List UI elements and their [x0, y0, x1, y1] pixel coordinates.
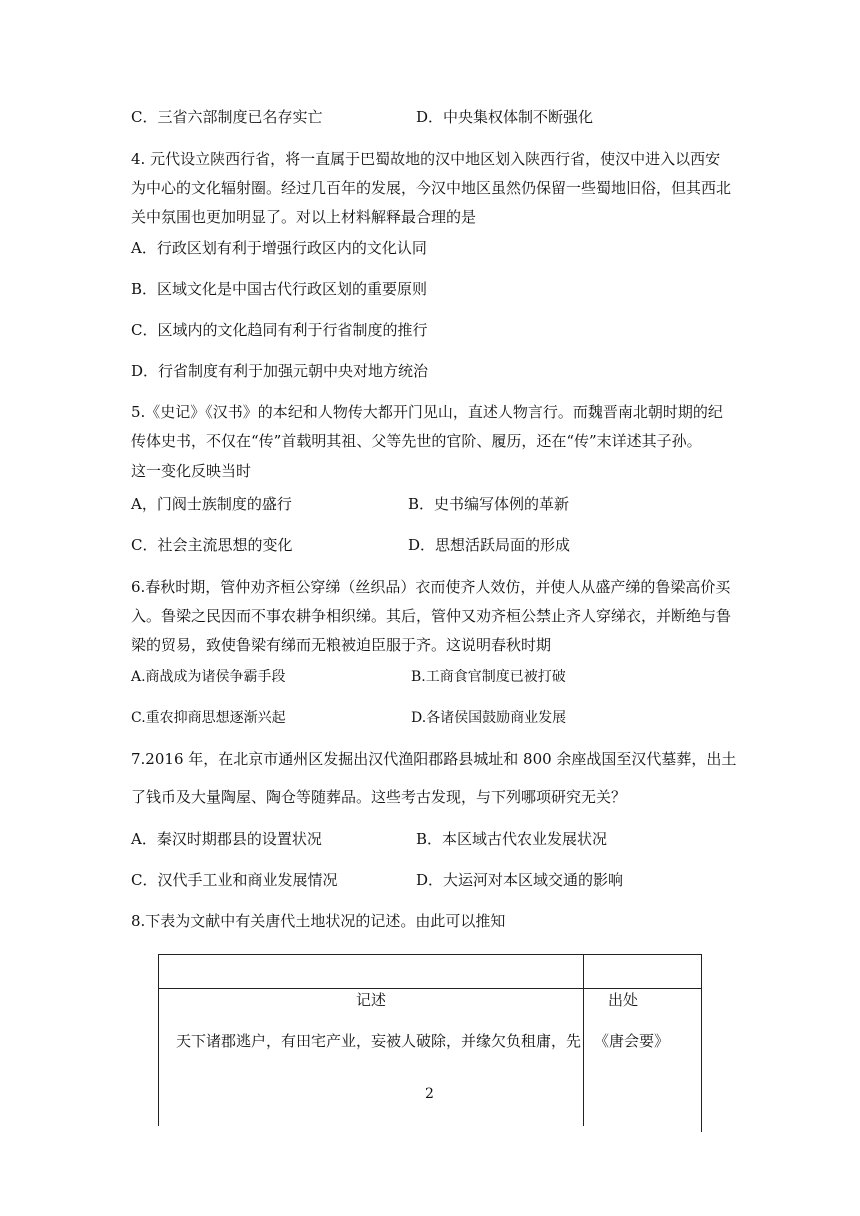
q7-option-b: B．本区域古代农业发展状况 — [416, 830, 608, 848]
table-left-border — [158, 954, 159, 1126]
table-cell-record: 天下诸郡逃户，有田宅产业，妄被人破除，并缘欠负租庸，先 — [176, 1032, 582, 1050]
q4-stem-line-2: 为中心的文化辐射圈。经过几百年的发展，今汉中地区虽然仍保留一些蜀地旧俗，但其西北 — [131, 179, 732, 197]
q5-stem-line-1: 5.《史记》《汉书》的本纪和人物传大都开门见山，直述人物言行。而魏晋南北朝时期的纪 — [131, 403, 723, 421]
q5-option-c: C．社会主流思想的变化 — [131, 536, 293, 554]
q5-stem-line-3: 这一变化反映当时 — [131, 462, 252, 480]
q6-stem-line-3: 梁的贸易，致使鲁梁有绨而无粮被迫臣服于齐。这说明春秋时期 — [131, 636, 552, 654]
q3-option-d: D．中央集权体制不断强化 — [416, 108, 594, 126]
q4-stem-line-1: 4. 元代设立陕西行省，将一直属于巴蜀故地的汉中地区划入陕西行省，使汉中进入以西安 — [131, 150, 721, 168]
q6-stem-line-2: 入。鲁梁之民因而不事农耕争相织绨。其后，管仲又劝齐桓公禁止齐人穿绨衣，并断绝与鲁 — [131, 607, 732, 625]
q7-option-a: A．秦汉时期郡县的设置状况 — [131, 830, 322, 848]
q6-option-b: B.工商食官制度已被打破 — [411, 669, 566, 685]
q4-option-b: B．区域文化是中国古代行政区划的重要原则 — [131, 280, 428, 298]
table-right-border — [701, 954, 702, 1132]
q6-option-d: D.各诸侯国鼓励商业发展 — [411, 710, 567, 726]
q6-option-c: C.重农抑商思想逐渐兴起 — [131, 710, 286, 726]
q4-option-d: D．行省制度有利于加强元朝中央对地方统治 — [131, 362, 429, 380]
q5-option-b: B．史书编写体例的革新 — [408, 495, 570, 513]
table-header-record: 记述 — [356, 991, 387, 1009]
table-cell-source: 《唐会要》 — [594, 1032, 670, 1050]
q5-stem-line-2: 传体史书，不仅在“传”首载明其祖、父等先世的官阶、履历，还在“传”末详述其子孙。 — [131, 432, 702, 450]
q7-option-c: C．汉代手工业和商业发展情况 — [131, 871, 338, 889]
page-number: 2 — [425, 1086, 434, 1102]
q7-option-d: D．大运河对本区域交通的影响 — [416, 871, 624, 889]
q3-option-c: C．三省六部制度已名存实亡 — [131, 108, 323, 126]
q7-stem-line-2: 了钱币及大量陶屋、陶仓等随葬品。这些考古发现，与下列哪项研究无关？ — [131, 788, 627, 806]
q4-option-a: A．行政区划有利于增强行政区内的文化认同 — [131, 239, 427, 257]
table-header-source: 出处 — [608, 991, 639, 1009]
q4-stem-line-3: 关中氛围也更加明显了。对以上材料解释最合理的是 — [131, 208, 477, 226]
table-column-divider — [583, 954, 584, 1126]
q4-option-c: C．区域内的文化趋同有利于行省制度的推行 — [131, 321, 428, 339]
q5-option-d: D．思想活跃局面的形成 — [408, 536, 571, 554]
table-header-border — [158, 988, 701, 989]
q5-option-a: A，门阀士族制度的盛行 — [131, 495, 292, 513]
table-top-border — [158, 954, 701, 955]
q6-stem-line-1: 6.春秋时期，管仲劝齐桓公穿绨（丝织品）衣而使齐人效仿，并使人从盛产绨的鲁梁高价买 — [131, 578, 731, 596]
q7-stem-line-1: 7.2016 年，在北京市通州区发掘出汉代渔阳郡路县城址和 800 余座战国至汉代墓葬，出土 — [131, 750, 737, 768]
q8-stem: 8.下表为文献中有关唐代土地状况的记述。由此可以推知 — [131, 912, 506, 930]
q6-option-a: A.商战成为诸侯争霸手段 — [131, 669, 286, 685]
